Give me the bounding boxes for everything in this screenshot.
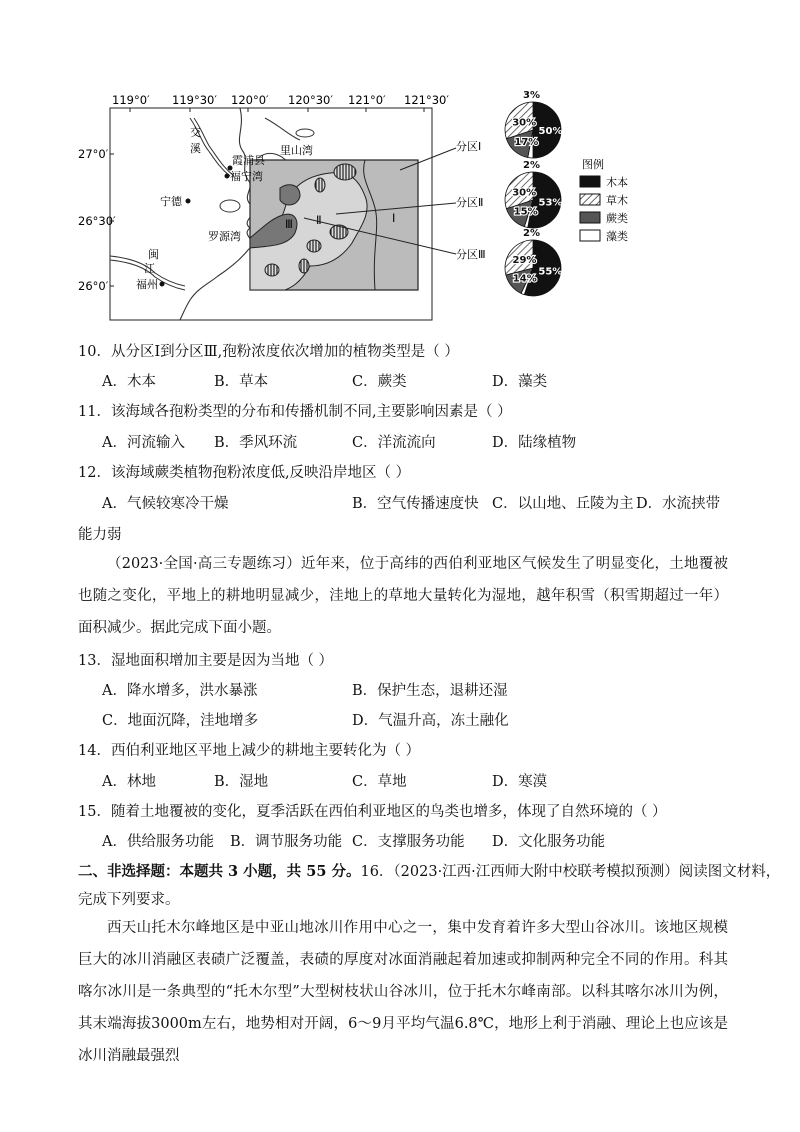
zone-1-label: Ⅰ	[392, 211, 396, 225]
zone-3-label: Ⅲ	[285, 217, 293, 231]
lon-tick: 120°30′	[288, 93, 333, 107]
option: A．降水增多，洪水暴涨	[102, 683, 258, 699]
place-label: 交	[190, 126, 201, 139]
option: A．供给服务功能	[102, 834, 214, 850]
callout-zone-3: 分区Ⅲ	[456, 248, 486, 261]
lon-tick: 119°0′	[112, 93, 150, 107]
callout-zone-2: 分区Ⅱ	[456, 196, 484, 209]
lon-tick: 120°0′	[231, 93, 269, 107]
question-16-intro: 16．（2023·江西·江西师大附中校联考模拟预测）阅读图文材料，	[360, 864, 781, 880]
option: C．蕨类	[352, 374, 407, 390]
option: B．湿地	[214, 774, 269, 790]
lon-tick: 121°0′	[348, 93, 386, 107]
option: A．林地	[102, 774, 156, 790]
legend-swatch-algae	[580, 230, 600, 241]
option: C．支撑服务功能	[352, 834, 465, 850]
option: D．寒漠	[492, 774, 548, 790]
pie-label-herb: 29%	[512, 255, 537, 267]
pie-label-fern: 14%	[512, 273, 537, 285]
map-figure	[78, 88, 710, 328]
option: C．草地	[352, 774, 407, 790]
material-paragraph: 西天山托木尔峰地区是中亚山地冰川作用中心之一，集中发育着许多大型山谷冰川。该地区规模巨大的冰川消融区表碛广泛覆盖，表碛的厚度对冰面消融起着加速或抑制两种完全不同的作用。科其喀尔冰川是一条典型的“托木尔型”大型树枝状山谷冰川，位于托木尔峰南部。以科其喀尔冰川为例，其末端海拔3000m左右，地势相对开阔，6～9月平均气温6.8℃，地形上利于消融、理论上也应该是冰川消融最强烈	[78, 920, 728, 1064]
callout-zone-1: 分区Ⅰ	[456, 140, 482, 153]
legend-label-fern: 蕨类	[606, 212, 628, 225]
legend-swatch-woody	[580, 176, 600, 187]
option: D．水流挟带	[636, 496, 721, 512]
option: B．调节服务功能	[230, 834, 343, 850]
place-label: 闽	[148, 248, 159, 261]
pie-charts	[505, 90, 562, 296]
place-label: 福宁湾	[230, 170, 263, 183]
option: C．洋流流向	[352, 435, 436, 451]
option: B．草本	[214, 374, 269, 390]
pie-label-algae: 2%	[523, 160, 540, 171]
place-label: 宁德	[160, 195, 182, 208]
passage: （2023·全国·高三专题练习）近年来，位于高纬的西伯利亚地区气候发生了明显变化，土地覆被也随之变化，平地上的耕地明显减少，洼地上的草地大量转化为湿地，越年积雪（积雪期超过一年）面积减少。据此完成下面小题。	[78, 556, 728, 636]
place-label: 霞浦县	[232, 154, 265, 167]
option: A．木本	[102, 374, 156, 390]
option: A．气候较寒冷干燥	[102, 496, 229, 512]
legend	[580, 157, 628, 243]
option: D．气温升高，冻土融化	[352, 713, 509, 729]
legend-swatch-fern	[580, 212, 600, 223]
section-2-line	[78, 862, 780, 882]
lat-tick: 27°0′	[78, 147, 109, 161]
place-label: 溪	[190, 142, 201, 155]
pie-label-woody: 53%	[538, 197, 563, 209]
pie-label-algae: 2%	[523, 228, 540, 239]
place-label: 江	[144, 262, 155, 275]
option: B．空气传播速度快	[352, 496, 479, 512]
question-11-stem: 11．该海域各孢粉类型的分布和传播机制不同,主要影响因素是（ ）	[78, 404, 512, 420]
legend-swatch-herb	[580, 194, 600, 205]
lon-tick: 121°30′	[404, 93, 449, 107]
question-14-stem: 14．西伯利亚地区平地上减少的耕地主要转化为（ ）	[78, 743, 421, 759]
place-label: 里山湾	[280, 144, 313, 157]
legend-title: 图例	[582, 158, 604, 171]
option: A．河流输入	[102, 435, 185, 451]
option: B．保护生态，退耕还湿	[352, 683, 508, 699]
option: D．陆缘植物	[492, 435, 577, 451]
option: C．地面沉降，洼地增多	[102, 713, 259, 729]
question-12-stem: 12．该海域蕨类植物孢粉浓度低,反映沿岸地区（ ）	[78, 465, 411, 481]
pie-label-fern: 15%	[513, 206, 538, 218]
lon-tick: 119°30′	[172, 93, 217, 107]
option: C．以山地、丘陵为主	[492, 496, 634, 512]
lat-tick: 26°0′	[78, 279, 109, 293]
section-heading: 二、非选择题：本题共 3 小题，共 55 分。	[78, 863, 361, 880]
pie-label-fern: 17%	[514, 136, 539, 148]
place-label: 罗源湾	[208, 230, 241, 243]
option-continuation: 能力弱	[78, 527, 122, 543]
place-label: 福州	[136, 278, 158, 291]
question-16-intro-cont: 完成下列要求。	[78, 892, 180, 908]
legend-label-algae: 藻类	[606, 230, 628, 243]
option: D．藻类	[492, 374, 548, 390]
option: D．文化服务功能	[492, 834, 606, 850]
question-13-stem: 13．湿地面积增加主要是因为当地（ ）	[78, 653, 334, 669]
option: B．季风环流	[214, 435, 298, 451]
pie-label-herb: 30%	[512, 117, 537, 129]
pie-label-algae: 3%	[523, 90, 540, 101]
question-10-stem: 10．从分区Ⅰ到分区Ⅲ,孢粉浓度依次增加的植物类型是（ ）	[78, 344, 459, 360]
pie-label-woody: 50%	[538, 126, 563, 137]
pie-label-herb: 30%	[512, 187, 537, 199]
legend-label-herb: 草木	[606, 194, 628, 207]
legend-label-woody: 木本	[606, 176, 628, 189]
zone-2-label: Ⅱ	[316, 213, 322, 227]
pie-label-woody: 55%	[538, 266, 563, 278]
figure	[78, 88, 710, 328]
lat-tick: 26°30′	[78, 214, 116, 228]
question-15-stem: 15．随着土地覆被的变化，夏季活跃在西伯利亚地区的鸟类也增多，体现了自然环境的（ ）	[78, 804, 667, 820]
